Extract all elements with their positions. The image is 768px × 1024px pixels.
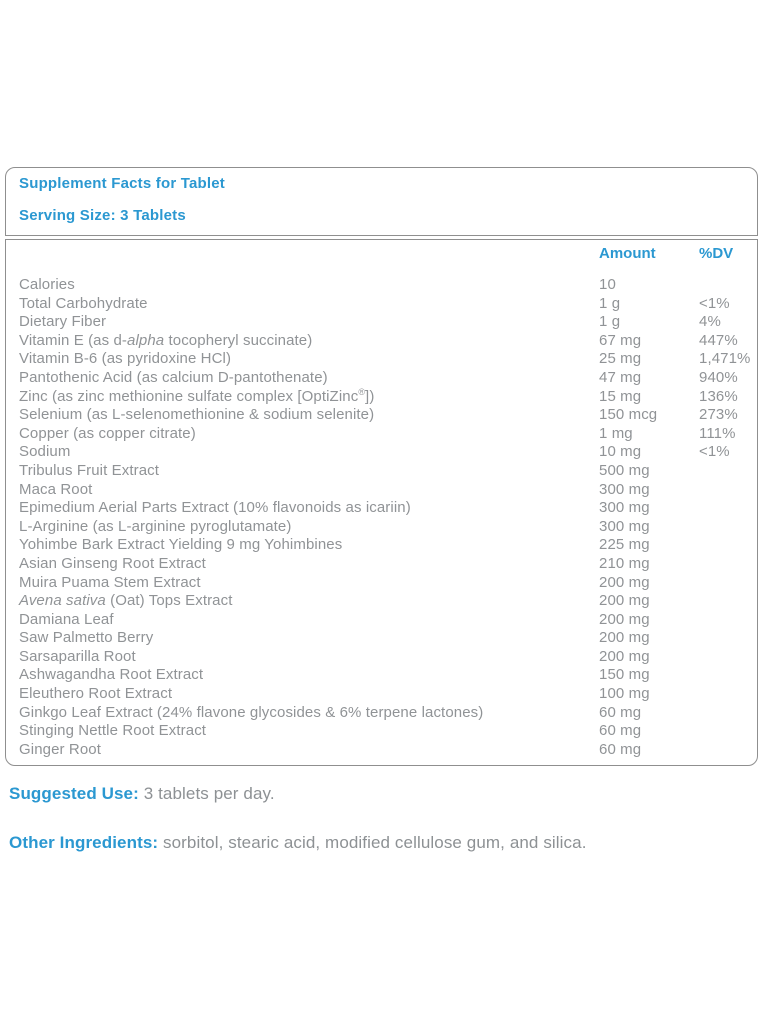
- row-amount: 60 mg: [599, 722, 642, 740]
- suggested-use: [9, 784, 275, 804]
- table-row: [6, 704, 757, 723]
- row-name: Damiana Leaf: [19, 610, 114, 628]
- row-name: Asian Ginseng Root Extract: [19, 554, 206, 572]
- table-row: [6, 425, 757, 444]
- facts-table: [5, 239, 758, 766]
- facts-rows: [6, 276, 757, 759]
- row-amount: 67 mg: [599, 331, 642, 349]
- table-row: [6, 276, 757, 295]
- table-row: [6, 443, 757, 462]
- row-amount: 200 mg: [599, 573, 650, 591]
- other-ingredients-text: sorbitol, stearic acid, modified cellulose gum, and silica.: [162, 833, 587, 852]
- row-amount: 500 mg: [599, 461, 650, 479]
- table-row: [6, 536, 757, 555]
- row-name: Dietary Fiber: [19, 313, 107, 331]
- row-name: Epimedium Aerial Parts Extract (10% flavonoids as icariin): [19, 499, 411, 517]
- other-ingredients: [9, 833, 587, 853]
- row-name: Eleuthero Root Extract: [19, 685, 173, 703]
- row-amount: 150 mg: [599, 666, 650, 684]
- row-name: Pantothenic Acid (as calcium D-pantothenate): [19, 368, 328, 386]
- suggested-use-text: 3 tablets per day.: [143, 784, 275, 803]
- table-row: [6, 666, 757, 685]
- row-name: Zinc (as zinc methionine sulfate complex [OptiZinc®]): [19, 386, 375, 405]
- row-name: Sodium: [19, 443, 71, 461]
- dv-column-header: %DV: [699, 245, 734, 262]
- row-name: Ginger Root: [19, 740, 101, 758]
- facts-title: Supplement Facts for Tablet: [19, 175, 225, 192]
- row-dv: 1,471%: [699, 350, 751, 368]
- serving-size: Serving Size: 3 Tablets: [19, 207, 186, 224]
- row-name: Saw Palmetto Berry: [19, 629, 154, 647]
- row-name: Selenium (as L-selenomethionine & sodium selenite): [19, 406, 375, 424]
- table-row: [6, 481, 757, 500]
- table-row: [6, 685, 757, 704]
- row-amount: 300 mg: [599, 517, 650, 535]
- row-amount: 15 mg: [599, 387, 642, 405]
- table-row: [6, 313, 757, 332]
- row-amount: 25 mg: [599, 350, 642, 368]
- row-amount: 60 mg: [599, 740, 642, 758]
- table-row: [6, 499, 757, 518]
- row-amount: 60 mg: [599, 703, 642, 721]
- table-row: [6, 295, 757, 314]
- table-row: [6, 350, 757, 369]
- row-name: Ashwagandha Root Extract: [19, 666, 204, 684]
- row-amount: 1 g: [599, 313, 621, 331]
- row-amount: 300 mg: [599, 480, 650, 498]
- row-dv: 136%: [699, 387, 738, 405]
- row-amount: 47 mg: [599, 368, 642, 386]
- row-name: Total Carbohydrate: [19, 294, 148, 312]
- table-row: [6, 611, 757, 630]
- table-row: [6, 629, 757, 648]
- row-dv: 4%: [699, 313, 721, 331]
- row-amount: 200 mg: [599, 629, 650, 647]
- row-name: L-Arginine (as L-arginine pyroglutamate): [19, 517, 292, 535]
- facts-header: [5, 167, 758, 236]
- row-name: Vitamin E (as d-alpha tocopheryl succinate): [19, 331, 313, 349]
- row-dv: 273%: [699, 406, 738, 424]
- row-dv: <1%: [699, 443, 730, 461]
- row-name: Yohimbe Bark Extract Yielding 9 mg Yohimbines: [19, 536, 343, 554]
- table-row: [6, 592, 757, 611]
- row-amount: 210 mg: [599, 554, 650, 572]
- row-name: Ginkgo Leaf Extract (24% flavone glycosides & 6% terpene lactones): [19, 703, 484, 721]
- row-amount: 150 mcg: [599, 406, 658, 424]
- row-amount: 10 mg: [599, 443, 642, 461]
- suggested-use-label: Suggested Use:: [9, 784, 139, 803]
- table-row: [6, 406, 757, 425]
- table-row: [6, 555, 757, 574]
- row-amount: 200 mg: [599, 647, 650, 665]
- facts-column-headers: [6, 245, 757, 263]
- row-name: Avena sativa (Oat) Tops Extract: [19, 592, 233, 610]
- table-row: [6, 518, 757, 537]
- table-row: [6, 462, 757, 481]
- table-row: [6, 369, 757, 388]
- row-dv: <1%: [699, 294, 730, 312]
- table-row: [6, 741, 757, 760]
- row-name: Stinging Nettle Root Extract: [19, 722, 207, 740]
- table-row: [6, 332, 757, 351]
- row-amount: 100 mg: [599, 685, 650, 703]
- row-name: Calories: [19, 276, 75, 293]
- row-amount: 1 mg: [599, 424, 633, 442]
- table-row: [6, 574, 757, 593]
- row-amount: 200 mg: [599, 610, 650, 628]
- row-dv: 111%: [699, 424, 736, 442]
- table-row: [6, 388, 757, 407]
- row-amount: 300 mg: [599, 499, 650, 517]
- table-row: [6, 648, 757, 667]
- other-ingredients-label: Other Ingredients:: [9, 833, 159, 852]
- row-dv: 940%: [699, 368, 738, 386]
- row-name: Muira Puama Stem Extract: [19, 573, 201, 591]
- row-name: Vitamin B-6 (as pyridoxine HCl): [19, 350, 232, 368]
- row-amount: 10: [599, 276, 616, 293]
- table-row: [6, 722, 757, 741]
- row-name: Sarsaparilla Root: [19, 647, 136, 665]
- row-name: Maca Root: [19, 480, 93, 498]
- row-name: Copper (as copper citrate): [19, 424, 196, 442]
- row-name: Tribulus Fruit Extract: [19, 461, 160, 479]
- row-amount: 1 g: [599, 294, 621, 312]
- row-amount: 200 mg: [599, 592, 650, 610]
- row-dv: 447%: [699, 331, 738, 349]
- supplement-facts-panel: [5, 167, 758, 766]
- row-amount: 225 mg: [599, 536, 650, 554]
- amount-column-header: Amount: [599, 245, 656, 262]
